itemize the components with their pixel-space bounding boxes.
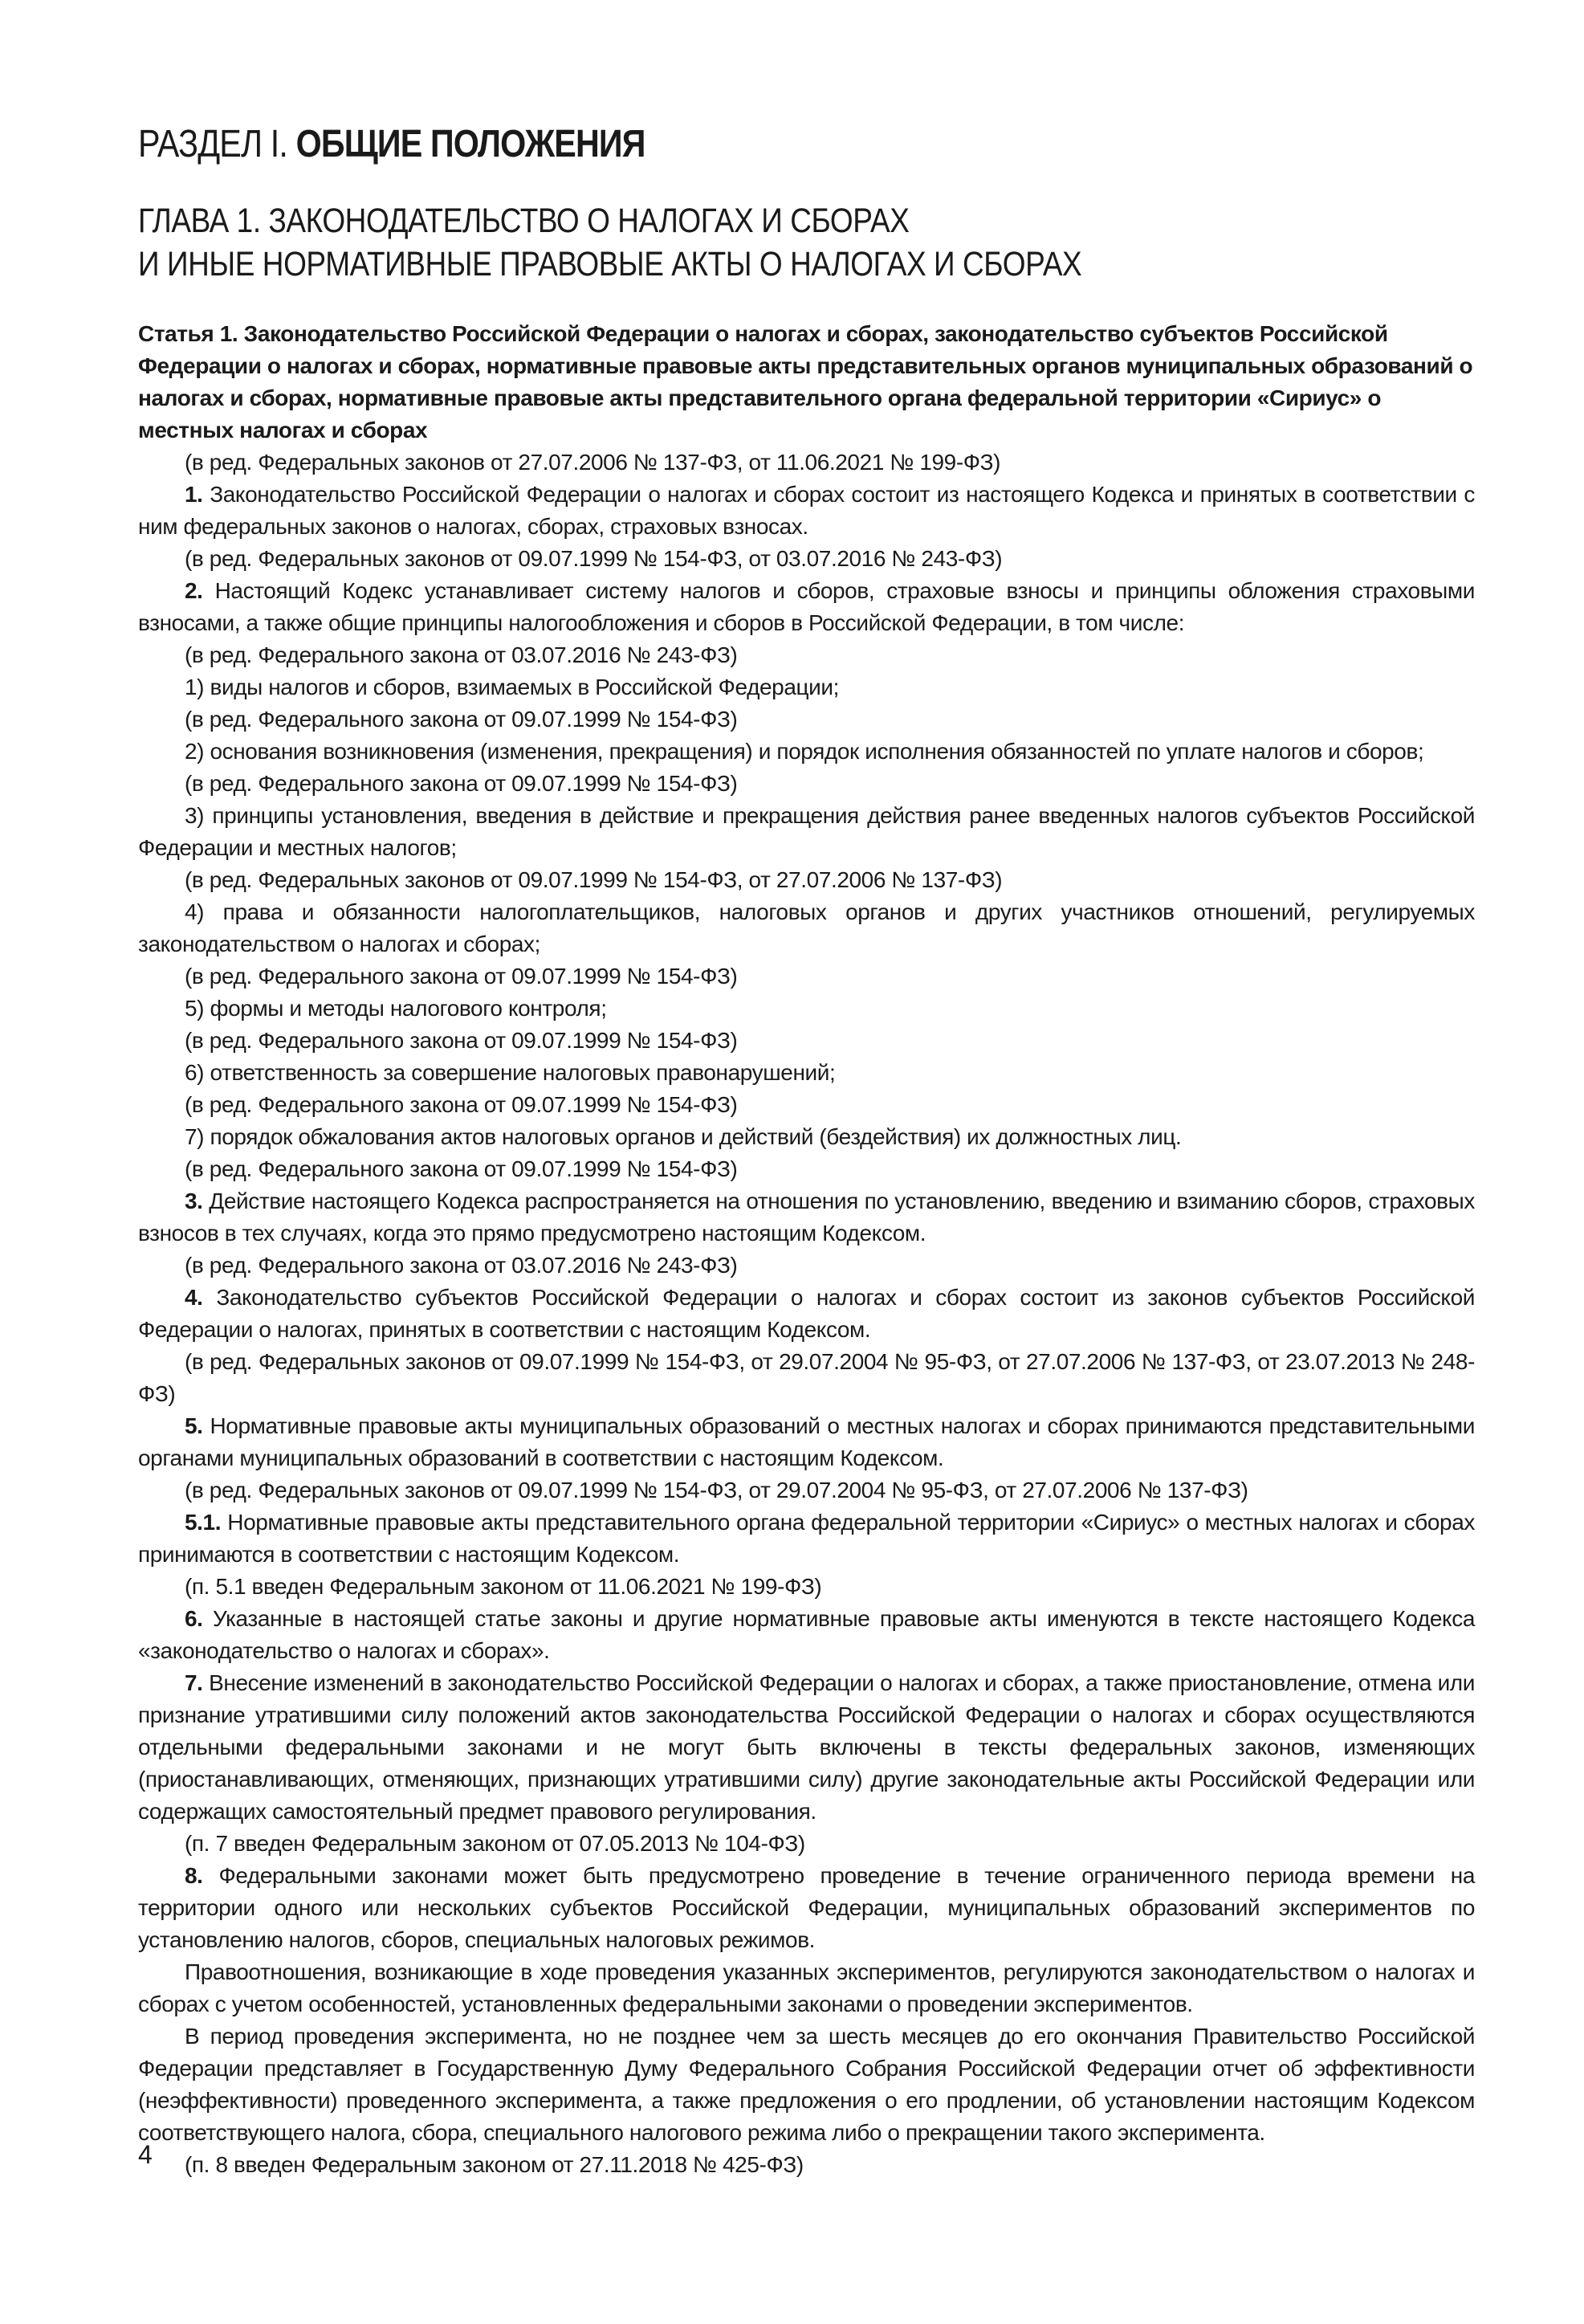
paragraph — [138, 1185, 1475, 1250]
paragraph-text: (в ред. Федеральных законов от 09.07.1999 № 154-ФЗ, от 03.07.2016 № 243-ФЗ) — [185, 546, 1003, 571]
paragraph — [138, 864, 1475, 896]
paragraph — [138, 993, 1475, 1025]
paragraph — [138, 479, 1475, 543]
paragraph — [138, 1153, 1475, 1185]
paragraph-text: (п. 7 введен Федеральным законом от 07.05.2013 № 104-ФЗ) — [185, 1831, 805, 1856]
section-name: ОБЩИЕ ПОЛОЖЕНИЯ — [295, 123, 645, 165]
chapter-title-line-1: ГЛАВА 1. ЗАКОНОДАТЕЛЬСТВО О НАЛОГАХ И СБОРАХ — [138, 202, 910, 240]
paragraph — [138, 1346, 1475, 1410]
paragraph-text: (в ред. Федерального закона от 03.07.2016 № 243-ФЗ) — [185, 642, 738, 667]
paragraph — [138, 639, 1475, 671]
paragraph-text: (в ред. Федеральных законов от 27.07.2006 № 137-ФЗ, от 11.06.2021 № 199-ФЗ) — [185, 450, 1001, 475]
paragraph-text: Законодательство Российской Федерации о налогах и сборах состоит из настоящего Кодекса и принятых в соответствии с ним федеральных законов о налогах, сборах, страховых взносах. — [138, 482, 1475, 539]
paragraph-text: 6) ответственность за совершение налоговых правонарушений; — [185, 1060, 836, 1085]
paragraph-text: 4) права и обязанности налогоплательщиков, налоговых органов и других участников отношений, регулируемых законодательством о налогах и сборах; — [138, 899, 1475, 956]
paragraph-number: 3. — [185, 1189, 203, 1213]
section-prefix: РАЗДЕЛ I. — [138, 123, 296, 165]
paragraph-text: Указанные в настоящей статье законы и другие нормативные правовые акты именуются в тексте настоящего Кодекса «законодательство о налогах и сборах». — [138, 1606, 1475, 1663]
paragraph — [138, 960, 1475, 993]
paragraph — [138, 1121, 1475, 1153]
paragraph — [138, 671, 1475, 703]
paragraph-text: (в ред. Федерального закона от 09.07.1999 № 154-ФЗ) — [185, 1092, 738, 1117]
paragraph-text: (п. 8 введен Федеральным законом от 27.11.2018 № 425-ФЗ) — [185, 2152, 804, 2177]
paragraph — [138, 1474, 1475, 1507]
paragraph-text: Нормативные правовые акты муниципальных образований о местных налогах и сборах принимаются представительными органами муниципальных образований в соответствии с настоящим Кодексом. — [138, 1413, 1475, 1470]
paragraph-text: (в ред. Федерального закона от 09.07.1999 № 154-ФЗ) — [185, 771, 738, 796]
paragraph-text: (в ред. Федеральных законов от 09.07.1999 № 154-ФЗ, от 29.07.2004 № 95-ФЗ, от 27.07.2006 № 137-ФЗ, от 23.07.2013 № 248-ФЗ) — [138, 1349, 1475, 1406]
section-title — [138, 120, 1288, 169]
chapter-title — [138, 199, 1288, 286]
paragraph-text: (в ред. Федерального закона от 09.07.1999 № 154-ФЗ) — [185, 1156, 738, 1181]
paragraph — [138, 1057, 1475, 1089]
paragraph — [138, 1410, 1475, 1474]
paragraph — [138, 1667, 1475, 1828]
paragraph — [138, 1025, 1475, 1057]
article-title: Статья 1. Законодательство Российской Федерации о налогах и сборах, законодательство субъектов Российской Федерации о налогах и сборах, нормативные правовые акты представительных органов муниципальных образований о налогах и сборах, нормативные правовые акты представительного органа федеральной территории «Сириус» о местных налогах и сборах — [138, 321, 1473, 442]
paragraph — [138, 1507, 1475, 1571]
paragraph — [138, 800, 1475, 864]
paragraph-text: Действие настоящего Кодекса распространяется на отношения по установлению, введению и взиманию сборов, страховых взносов в тех случаях, когда это прямо предусмотрено настоящим Кодексом. — [138, 1189, 1475, 1246]
paragraph — [138, 2020, 1475, 2149]
article-body — [138, 446, 1475, 2181]
paragraph — [138, 543, 1475, 575]
paragraph-text: (в ред. Федеральных законов от 09.07.1999 № 154-ФЗ, от 27.07.2006 № 137-ФЗ) — [185, 867, 1003, 892]
paragraph-number: 4. — [185, 1285, 203, 1310]
paragraph — [138, 2149, 1475, 2181]
paragraph — [138, 1603, 1475, 1667]
paragraph-text: 5) формы и методы налогового контроля; — [185, 996, 607, 1021]
paragraph — [138, 896, 1475, 960]
paragraph-number: 1. — [185, 482, 203, 507]
paragraph-number: 6. — [185, 1606, 203, 1631]
paragraph-number: 8. — [185, 1863, 203, 1888]
chapter-title-line-2: И ИНЫЕ НОРМАТИВНЫЕ ПРАВОВЫЕ АКТЫ О НАЛОГАХ И СБОРАХ — [138, 245, 1082, 283]
paragraph-text: 3) принципы установления, введения в действие и прекращения действия ранее введенных налогов субъектов Российской Федерации и местных налогов; — [138, 803, 1475, 860]
paragraph — [138, 1250, 1475, 1282]
paragraph-number: 2. — [185, 578, 203, 603]
paragraph — [138, 1860, 1475, 1956]
paragraph — [138, 703, 1475, 736]
paragraph-text: 1) виды налогов и сборов, взимаемых в Российской Федерации; — [185, 675, 840, 699]
paragraph-text: (в ред. Федерального закона от 09.07.1999 № 154-ФЗ) — [185, 964, 738, 989]
paragraph — [138, 1956, 1475, 2020]
paragraph — [138, 1282, 1475, 1346]
paragraph-text: (в ред. Федерального закона от 09.07.1999 № 154-ФЗ) — [185, 1028, 738, 1053]
page-number: 4 — [138, 2140, 153, 2169]
paragraph-text: Внесение изменений в законодательство Российской Федерации о налогах и сборах, а также приостановление, отмена или признание утратившими силу положений актов законодательства Российской Федерации о налогах и сборах осуществляются отдельными федеральными законами и не могут быть включены в тексты федеральных законов, изменяющих (приостанавливающих, отменяющих, признающих утратившими силу) другие законодательные акты Российской Федерации или содержащих самостоятельный предмет правового регулирования. — [138, 1670, 1475, 1824]
paragraph-number: 5. — [185, 1413, 203, 1438]
paragraph — [138, 1089, 1475, 1121]
paragraph — [138, 768, 1475, 800]
paragraph-text: В период проведения эксперимента, но не позднее чем за шесть месяцев до его окончания Правительство Российской Федерации представляет в Государственную Думу Федерального Собрания Российской Федерации отчет об эффективности (неэффективности) проведенного эксперимента, а также предложения о его продлении, об установлении настоящим Кодексом соответствующего налога, сбора, специального налогового режима либо о прекращении такого эксперимента. — [138, 2024, 1475, 2145]
paragraph-text: Настоящий Кодекс устанавливает систему налогов и сборов, страховые взносы и принципы обложения страховыми взносами, а также общие принципы налогообложения и сборов в Российской Федерации, в том числе: — [138, 578, 1475, 635]
paragraph-text: Нормативные правовые акты представительного органа федеральной территории «Сириус» о местных налогах и сборах принимаются в соответствии с настоящим Кодексом. — [138, 1510, 1475, 1567]
paragraph-text: Законодательство субъектов Российской Федерации о налогах и сборах состоит из законов субъектов Российской Федерации о налогах, принятых в соответствии с настоящим Кодексом. — [138, 1285, 1475, 1342]
paragraph-text: (в ред. Федеральных законов от 09.07.1999 № 154-ФЗ, от 29.07.2004 № 95-ФЗ, от 27.07.2006 № 137-ФЗ) — [185, 1478, 1248, 1502]
paragraph-text: 2) основания возникновения (изменения, прекращения) и порядок исполнения обязанностей по уплате налогов и сборов; — [185, 739, 1424, 764]
paragraph — [138, 1828, 1475, 1860]
paragraph — [138, 575, 1475, 639]
paragraph-text: (в ред. Федерального закона от 03.07.2016 № 243-ФЗ) — [185, 1253, 738, 1278]
paragraph-number: 5.1. — [185, 1510, 222, 1535]
paragraph-text: (п. 5.1 введен Федеральным законом от 11.06.2021 № 199-ФЗ) — [185, 1574, 822, 1599]
paragraph-number: 7. — [185, 1670, 203, 1695]
paragraph-text: Федеральными законами может быть предусмотрено проведение в течение ограниченного периода времени на территории одного или нескольких субъектов Российской Федерации, муниципальных образований экспериментов по установлению налогов, сборов, специальных налоговых режимов. — [138, 1863, 1475, 1952]
paragraph — [138, 1571, 1475, 1603]
document-page — [138, 120, 1475, 2181]
paragraph-text: (в ред. Федерального закона от 09.07.1999 № 154-ФЗ) — [185, 707, 738, 732]
paragraph-text: 7) порядок обжалования актов налоговых органов и действий (бездействия) их должностных лиц. — [185, 1124, 1182, 1149]
paragraph-text: Правоотношения, возникающие в ходе проведения указанных экспериментов, регулируются законодательством о налогах и сборах с учетом особенностей, установленных федеральными законами о проведении экспериментов. — [138, 1959, 1475, 2016]
paragraph — [138, 446, 1475, 479]
paragraph — [138, 736, 1475, 768]
